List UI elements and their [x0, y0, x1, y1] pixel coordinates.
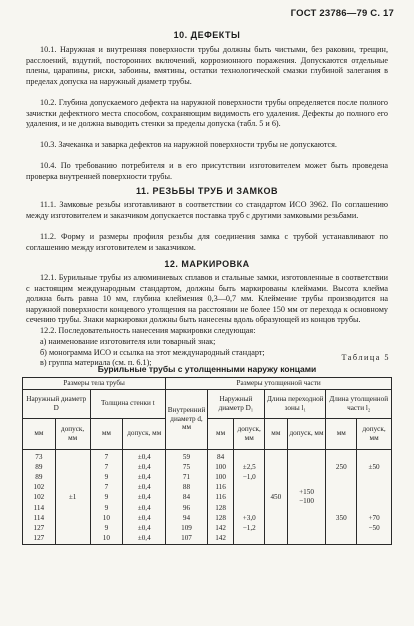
section-11-title: 11. РЕЗЬБЫ ТРУБ И ЗАМКОВ [136, 186, 278, 196]
pipe-dimensions-table [22, 377, 392, 545]
outer-diameter-tolerance: ±1 [55, 449, 90, 545]
header-transition-length: Длина переходной зоны l₁ [265, 389, 326, 418]
table-row [23, 449, 392, 545]
header-upset-dimensions: Размеры утолщенной части [166, 378, 392, 390]
list-item: в) группа материала (см. п. 6.1); [40, 358, 152, 368]
header-outer-diameter: Наружный диаметр D [23, 389, 91, 418]
upset-length-values: 250 350 [326, 449, 357, 545]
para-11-2: 11.2. Форму и размеры профиля резьбы для соединения замка с трубой устанавливают по соглашению между изготовителем и заказчиком. [26, 232, 388, 252]
wall-thickness-tolerance: ±0,4 ±0,4 ±0,4 ±0,4 ±0,4 ±0,4 ±0,4 ±0,4 ±0,4 [123, 449, 166, 545]
unit-tolerance: допуск, мм [234, 418, 265, 449]
page-header: ГОСТ 23786—79 С. 17 [290, 8, 394, 19]
upset-diameter-tolerance: ±2,5 −1,0 +3,0 −1,2 [234, 449, 265, 545]
para-10-1: 10.1. Наружная и внутренняя поверхности трубы должны быть чистыми, без раковин, трещин, расслоений, вздутий, посторонних включений, коррозионного поражения. Допускаются отдельные плены, царапины, риски, забоины, вмятины, остатки технологической смазки глубиной залегания в пределах допуска на наружный диаметр трубы. [26, 45, 388, 86]
header-upset-outer-diameter: Наружный диаметр D₁ [207, 389, 264, 418]
unit-mm: мм [326, 418, 357, 449]
header-upset-length: Длина утолщенной части l₂ [326, 389, 392, 418]
table-title: Бурильные трубы с утолщенными наружу концами [97, 364, 317, 374]
transition-length-tolerance: +150 −100 [287, 449, 326, 545]
unit-tolerance: допуск, мм [287, 418, 326, 449]
wall-thickness-values: 7 7 9 7 9 9 10 9 10 [90, 449, 123, 545]
table-number: Таблица 5 [341, 353, 390, 362]
header-inner-diameter: Внутренний диаметр d, мм [166, 389, 208, 449]
para-11-1: 11.1. Замковые резьбы изготавливают в соответствии со стандартом ИСО 3962. По соглашению между изготовителем и заказчиком допускается поставка труб с другими замковыми резьбами. [26, 200, 388, 220]
outer-diameter-values: 73 89 89 102 102 114 114 127 127 [23, 449, 56, 545]
transition-length-value: 450 [265, 449, 288, 545]
upset-diameter-values: 84 100 100 116 116 128 128 142 142 [207, 449, 234, 545]
unit-mm: мм [207, 418, 234, 449]
unit-mm: мм [23, 418, 56, 449]
list-item: б) монограмма ИСО и ссылка на этот международный стандарт; [40, 347, 265, 357]
section-10-title: 10. ДЕФЕКТЫ [173, 30, 241, 40]
para-12-2: 12.2. Последовательность нанесения маркировки следующая: [40, 326, 256, 335]
list-item: а) наименование изготовителя или товарный знак; [40, 337, 216, 346]
para-10-3: 10.3. Зачеканка и заварка дефектов на наружной поверхности трубы не допускаются. [40, 140, 337, 149]
inner-diameter-values: 59 75 71 88 84 96 94 109 107 [166, 449, 208, 545]
para-10-2: 10.2. Глубина допускаемого дефекта на наружной поверхности трубы определяется после полного зачистки дефектного места способом, сохраняющим видимость его удаления. Дефекты до полного его удаления, и не должна выводить стенки за пределы допуска (табл. 5 и 6). [26, 98, 388, 129]
unit-tolerance: допуск, мм [357, 418, 392, 449]
section-12-title: 12. МАРКИРОВКА [164, 259, 250, 269]
upset-length-tolerance: ±50 +70 −50 [357, 449, 392, 545]
unit-mm: мм [90, 418, 123, 449]
header-wall-thickness: Толщина стенки t [90, 389, 166, 418]
para-10-4: 10.4. По требованию потребителя и в его присутствии изготовителем может быть проведена проверка внутренней поверхности трубы. [26, 161, 388, 181]
para-12-1: 12.1. Бурильные трубы из алюминиевых сплавов и стальные замки, изготовленные в соответствии с настоящим международным стандартом, должны быть маркированы клеймами. Высота клейма должна быть равна 10 мм, глубина клеймения 0,3—0,7 мм. Клеймение трубы производится на наружной поверхности концевого утолщения на расстоянии не более 150 мм от перехода к основному сечению трубы. Знаки маркировки должны быть нанесены вдоль образующей из концов трубы. [26, 273, 388, 325]
unit-tolerance: допуск, мм [123, 418, 166, 449]
unit-mm: мм [265, 418, 288, 449]
header-body-dimensions: Размеры тела трубы [23, 378, 166, 390]
unit-tolerance: допуск, мм [55, 418, 90, 449]
